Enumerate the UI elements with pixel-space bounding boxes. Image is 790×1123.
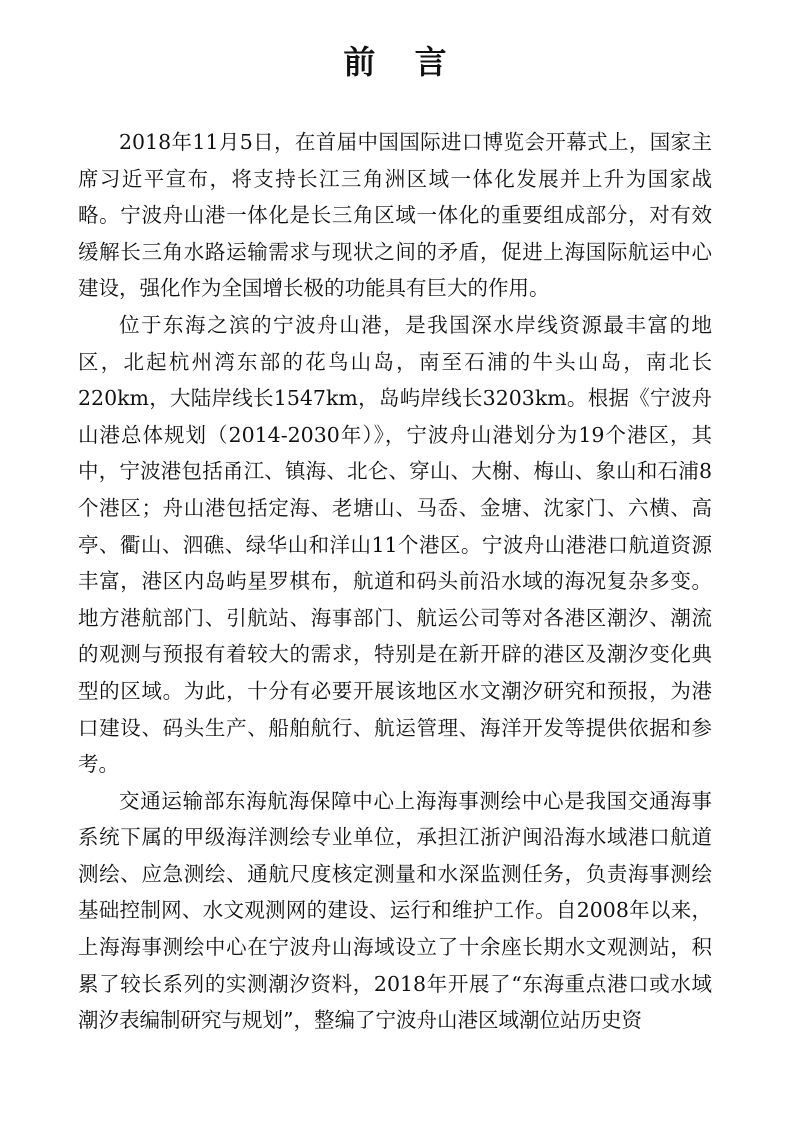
document-body <box>78 124 712 1039</box>
page-title: 前 言 <box>343 43 461 81</box>
paragraph: 交通运输部东海航海保障中心上海海事测绘中心是我国交通海事系统下属的甲级海洋测绘专业单位，承担江浙沪闽沿海水域港口航道测绘、应急测绘、通航尺度核定测量和水深监测任务，负责海事测绘基础控制网、水文观测网的建设、运行和维护工作。自2008年以来，上海海事测绘中心在宁波舟山海域设立了十余座长期水文观测站，积累了较长系列的实测潮汐资料，2018年开展了“东海重点港口或水域潮汐表编制研究与规划”，整编了宁波舟山港区域潮位站历史资 <box>78 788 712 1033</box>
paragraph: 2018年11月5日，在首届中国国际进口博览会开幕式上，国家主席习近平宣布，将支持长江三角洲区域一体化发展并上升为国家战略。宁波舟山港一体化是长三角区域一体化的重要组成部分，对有效缓解长三角水路运输需求与现状之间的矛盾，促进上海国际航运中心建设，强化作为全国增长极的功能具有巨大的作用。 <box>78 130 712 301</box>
paragraph: 位于东海之滨的宁波舟山港，是我国深水岸线资源最丰富的地区，北起杭州湾东部的花鸟山岛，南至石浦的牛头山岛，南北长220km，大陆岸线长1547km，岛屿岸线长3203km。根据《宁波舟山港总体规划（2014-2030年）》，宁波舟山港划分为19个港区，其中，宁波港包括甬江、镇海、北仑、穿山、大榭、梅山、象山和石浦8个港区；舟山港包括定海、老塘山、马岙、金塘、沈家门、六横、高亭、衢山、泗礁、绿华山和洋山11个港区。宁波舟山港港口航道资源丰富，港区内岛屿星罗棋布，航道和码头前沿水域的海况复杂多变。地方港航部门、引航站、海事部门、航运公司等对各港区潮汐、潮流的观测与预报有着较大的需求，特别是在新开辟的港区及潮汐变化典型的区域。为此，十分有必要开展该地区水文潮汐研究和预报，为港口建设、码头生产、船舶航行、航运管理、海洋开发等提供依据和参考。 <box>78 312 712 777</box>
